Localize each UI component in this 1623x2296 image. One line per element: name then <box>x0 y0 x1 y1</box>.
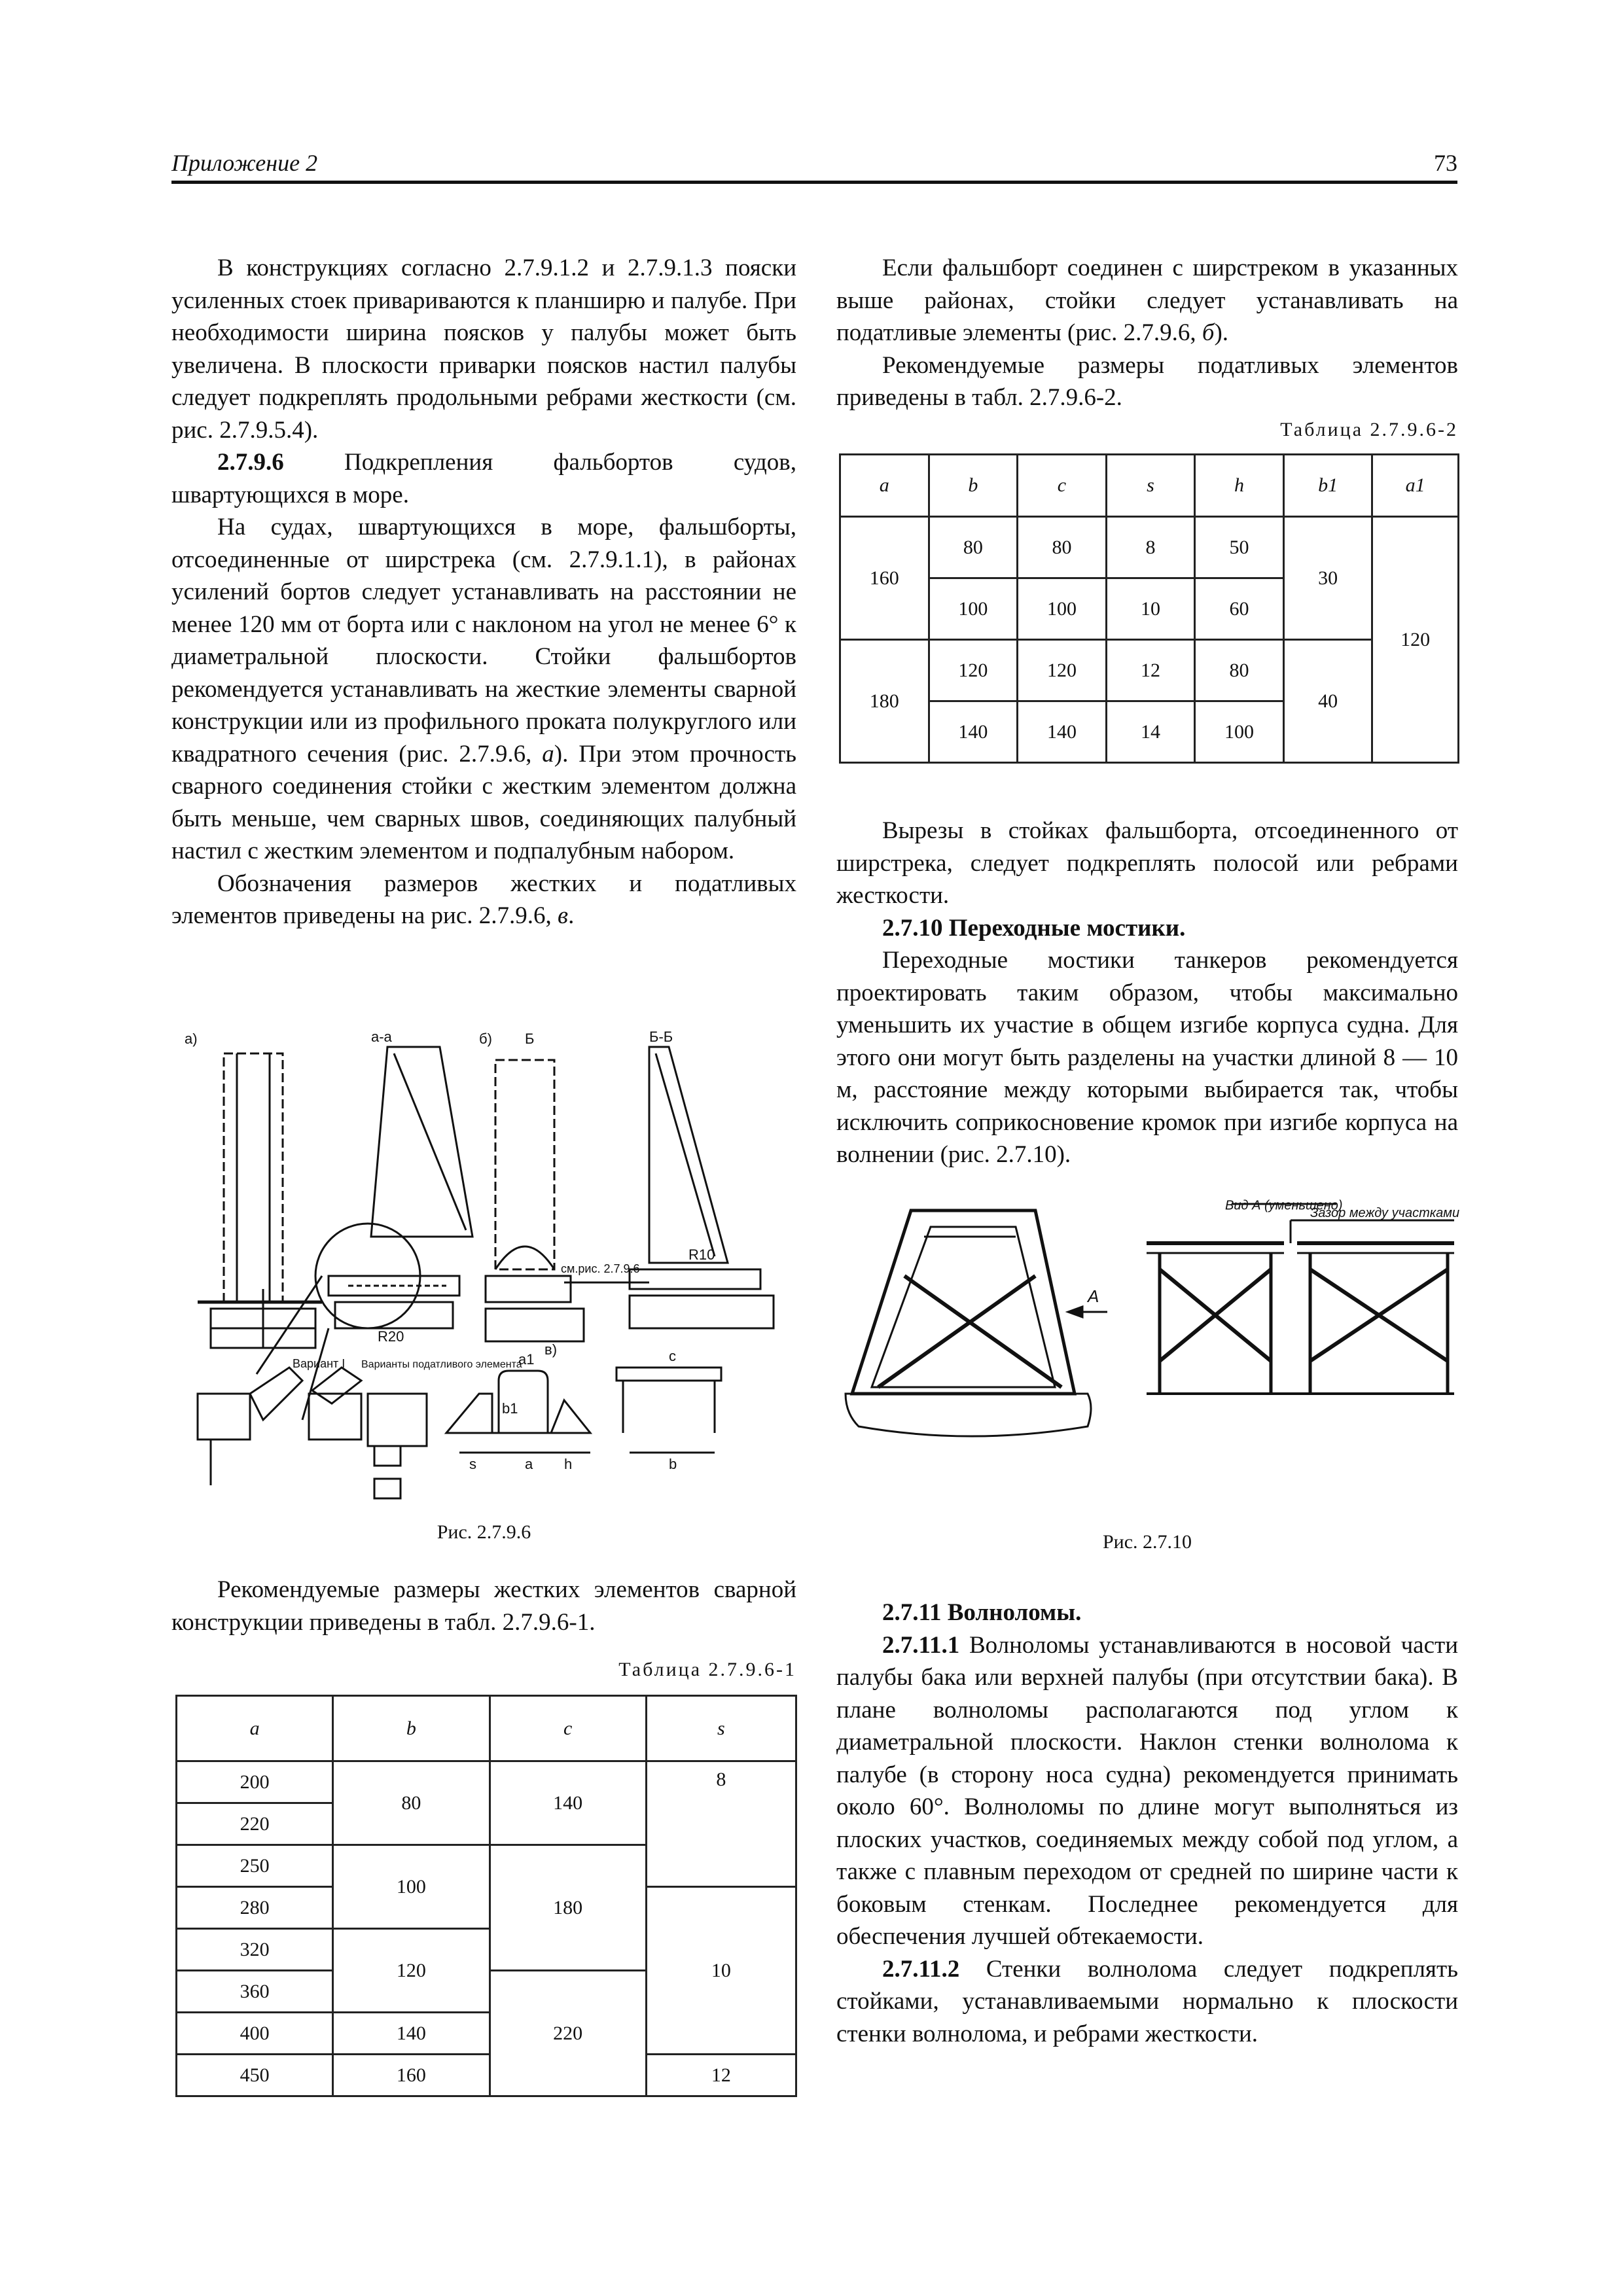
dim-b: b <box>669 1456 677 1472</box>
fig-label-view: Вид А (уменьшено) <box>1225 1198 1343 1213</box>
text-run: в <box>558 902 569 929</box>
section-heading: 2.7.11 Волноломы. <box>882 1599 1082 1626</box>
paragraph: Переходные мостики танкеров рекомендуется проектировать таким образом, чтобы максимально уменьшить их участие в общем изгибе корпуса судна. Для этого они могут быть разделены на участки длиной 8 — 10 м, расстояние между которыми выбирается так, чтобы исключить соприкосновение кромок при изгибе корпуса на волнении (рис. 2.7.10). <box>836 947 1458 1168</box>
column-header: a1 <box>1372 455 1459 517</box>
table-cell: 8 <box>646 1761 796 1887</box>
fig-label-gap: Зазор между участками <box>1310 1206 1460 1220</box>
table-cell: 30 <box>1283 517 1372 640</box>
table-cell: 200 <box>177 1761 333 1803</box>
section-heading: 2.7.10 Переходные мостики. <box>882 914 1186 942</box>
table-cell: 10 <box>646 1887 796 2055</box>
section-number: 2.7.11.2 <box>882 1955 960 1983</box>
table-cell: 100 <box>333 1845 490 1929</box>
table-cell: 220 <box>490 1971 646 2096</box>
table-cell: 360 <box>177 1971 333 2013</box>
table-cell: 140 <box>490 1761 646 1845</box>
right-column-bottom <box>836 1597 1458 2050</box>
table-cell: 250 <box>177 1845 333 1887</box>
table-cell: 100 <box>1195 701 1284 763</box>
text-run: б <box>1202 319 1215 346</box>
column-header: c <box>1018 455 1107 517</box>
text-run: На судах, швартующихся в море, фальшборты, отсоединенные от ширстрека (см. 2.7.9.1.1), в районах усилений бортов следует устанавливать на расстоянии не менее 120 мм от борта или с наклоном на угол не менее 6° к диаметральной плоскости. Стойки фальшбортов рекомендуется устанавливать на жесткие элементы сварной конструкции или из профильного проката полукруглого или квадратного сечения (рис. 2.7.9.6, <box>171 514 796 768</box>
table-cell: 160 <box>840 517 929 640</box>
figure-caption: Рис. 2.7.9.6 <box>437 1521 531 1543</box>
dim-a1: a1 <box>518 1351 535 1368</box>
text-run: ). При этом прочность сварного соединения стойки с жестким элементом должна быть меньше, чем сварных швов, соединяющих палубный настил с жестким элементом и подпалубным набором. <box>171 740 796 864</box>
paragraph: Рекомендуемые размеры жестких элементов сварной конструкции приведены в табл. 2.7.9.6-1. <box>171 1576 796 1636</box>
table-cell: 40 <box>1283 640 1372 763</box>
page-header <box>171 147 1457 184</box>
table-cell: 140 <box>1018 701 1107 763</box>
text-run: ). <box>1214 319 1229 346</box>
table-cell: 120 <box>1372 517 1459 763</box>
table-cell: 80 <box>1018 517 1107 578</box>
paragraph <box>836 252 1458 349</box>
column-header: s <box>1106 455 1195 517</box>
table-cell: 14 <box>1106 701 1195 763</box>
dim-a: a <box>525 1456 533 1472</box>
section-title: Подкрепления фальбортов судов, швартующихся в море. <box>171 449 796 508</box>
paragraph: Рекомендуемые размеры податливых элементов приведены в табл. 2.7.9.6-2. <box>836 351 1458 411</box>
column-header: b <box>929 455 1018 517</box>
right-column-middle <box>836 815 1458 1171</box>
table-cell: 50 <box>1195 517 1284 578</box>
table-cell: 400 <box>177 2013 333 2055</box>
table-cell: 280 <box>177 1887 333 1929</box>
table-cell: 140 <box>929 701 1018 763</box>
table-cell: 80 <box>929 517 1018 578</box>
section-number: 2.7.9.6 <box>217 449 284 476</box>
text-run: Волноломы устанавливаются в носовой части палубы бака или верхней палубы (при отсутствии бака). В плане волноломы располагаются под углом к диаметральной плоскости. Наклон стенки волнолома к палубе (в сторону носа судна) рекомендуется принимать около 60°. Волноломы по длине могут выполняться из плоских участков, соединяемых между собой под углом, а также с плавным переходом от средней по ширине части к боковым стенкам. Последнее рекомендуется для обеспечения лучшей обтекаемости. <box>836 1631 1458 1950</box>
paragraph: Вырезы в стойках фальшборта, отсоединенного от ширстрека, следует подкреплять полосой или ребрами жесткости. <box>836 817 1458 909</box>
column-header: a <box>177 1696 333 1761</box>
table-cell: 180 <box>840 640 929 763</box>
text-run: . <box>568 902 575 929</box>
label-aa: а-а <box>371 1029 392 1045</box>
table-cell: 140 <box>333 2013 490 2055</box>
table-cell: 12 <box>1106 640 1195 701</box>
table-2-7-9-6-2 <box>839 453 1459 764</box>
table-cell: 100 <box>1018 578 1107 640</box>
column-header: b1 <box>1283 455 1372 517</box>
table-cell: 100 <box>929 578 1018 640</box>
section-number: 2.7.11.1 <box>882 1631 960 1659</box>
label-v: в) <box>544 1341 558 1358</box>
table-cell: 160 <box>333 2055 490 2096</box>
table-cell: 120 <box>929 640 1018 701</box>
paragraph <box>171 446 796 511</box>
label-variants: Варианты податливого элемента <box>361 1359 522 1370</box>
label-ref: см.рис. 2.7.9.6 <box>561 1262 640 1275</box>
table-cell: 12 <box>646 2055 796 2096</box>
table-cell: 80 <box>1195 640 1284 701</box>
column-header: b <box>333 1696 490 1761</box>
paragraph <box>836 1629 1458 1953</box>
text-run: Если фальшборт соединен с ширстреком в указанных выше районах, стойки следует устанавливать на податливые элементы (рис. 2.7.9.6, <box>836 255 1458 346</box>
table-2-7-9-6-1 <box>175 1695 797 2097</box>
running-title: Приложение 2 <box>171 150 318 176</box>
page-number: 73 <box>1434 150 1457 176</box>
text-run: а <box>542 740 554 768</box>
column-header: c <box>490 1696 646 1761</box>
dim-h: h <box>564 1456 573 1472</box>
table-cell: 180 <box>490 1845 646 1971</box>
dim-c: c <box>669 1348 676 1364</box>
dim-s: s <box>469 1456 476 1472</box>
column-header: s <box>646 1696 796 1761</box>
label-bb2: Б <box>525 1031 535 1047</box>
label-a: а) <box>185 1031 198 1047</box>
text-run: Стенки волнолома следует подкреплять стойками, устанавливаемыми нормально к плоскости стенки волнолома, и ребрами жесткости. <box>836 1955 1458 2047</box>
paragraph: В конструкциях согласно 2.7.9.1.2 и 2.7.9.1.3 пояски усиленных стоек привариваются к планширю и палубе. При необходимости ширина поясков у палубы может быть увеличена. В плоскости приварки поясков настил палубы следует подкреплять продольными ребрами жесткости (см. рис. 2.7.9.5.4). <box>171 255 796 444</box>
paragraph <box>836 1953 1458 2051</box>
figure-2-7-9-6 <box>171 1027 800 1511</box>
fig-label-a: А <box>1088 1286 1099 1306</box>
label-bb: Б-Б <box>649 1029 673 1045</box>
column-header: h <box>1195 455 1284 517</box>
table-cell: 450 <box>177 2055 333 2096</box>
paragraph <box>171 868 796 932</box>
label-r10: R10 <box>688 1246 715 1263</box>
table-cell: 120 <box>333 1929 490 2013</box>
label-variant: Вариант I <box>293 1357 346 1370</box>
table-cell: 220 <box>177 1803 333 1845</box>
table-cell: 60 <box>1195 578 1284 640</box>
label-r20: R20 <box>378 1328 404 1345</box>
table2-caption: Таблица 2.7.9.6-2 <box>1280 419 1458 440</box>
text-run: Обозначения размеров жестких и податливых элементов приведены на рис. 2.7.9.6, <box>171 870 796 929</box>
left-column-top <box>171 252 796 932</box>
figure-2-7-10 <box>839 1197 1461 1518</box>
table1-caption: Таблица 2.7.9.6-1 <box>618 1659 796 1680</box>
column-header: a <box>840 455 929 517</box>
figure-caption: Рис. 2.7.10 <box>1102 1531 1192 1553</box>
table-cell: 10 <box>1106 578 1195 640</box>
label-b: б) <box>479 1031 492 1047</box>
paragraph <box>171 511 796 868</box>
dim-b1: b1 <box>502 1400 518 1417</box>
right-column-top <box>836 252 1458 414</box>
table-cell: 120 <box>1018 640 1107 701</box>
table-cell: 80 <box>333 1761 490 1845</box>
table-cell: 8 <box>1106 517 1195 578</box>
table-cell: 320 <box>177 1929 333 1971</box>
left-column-bottom <box>171 1574 796 1638</box>
